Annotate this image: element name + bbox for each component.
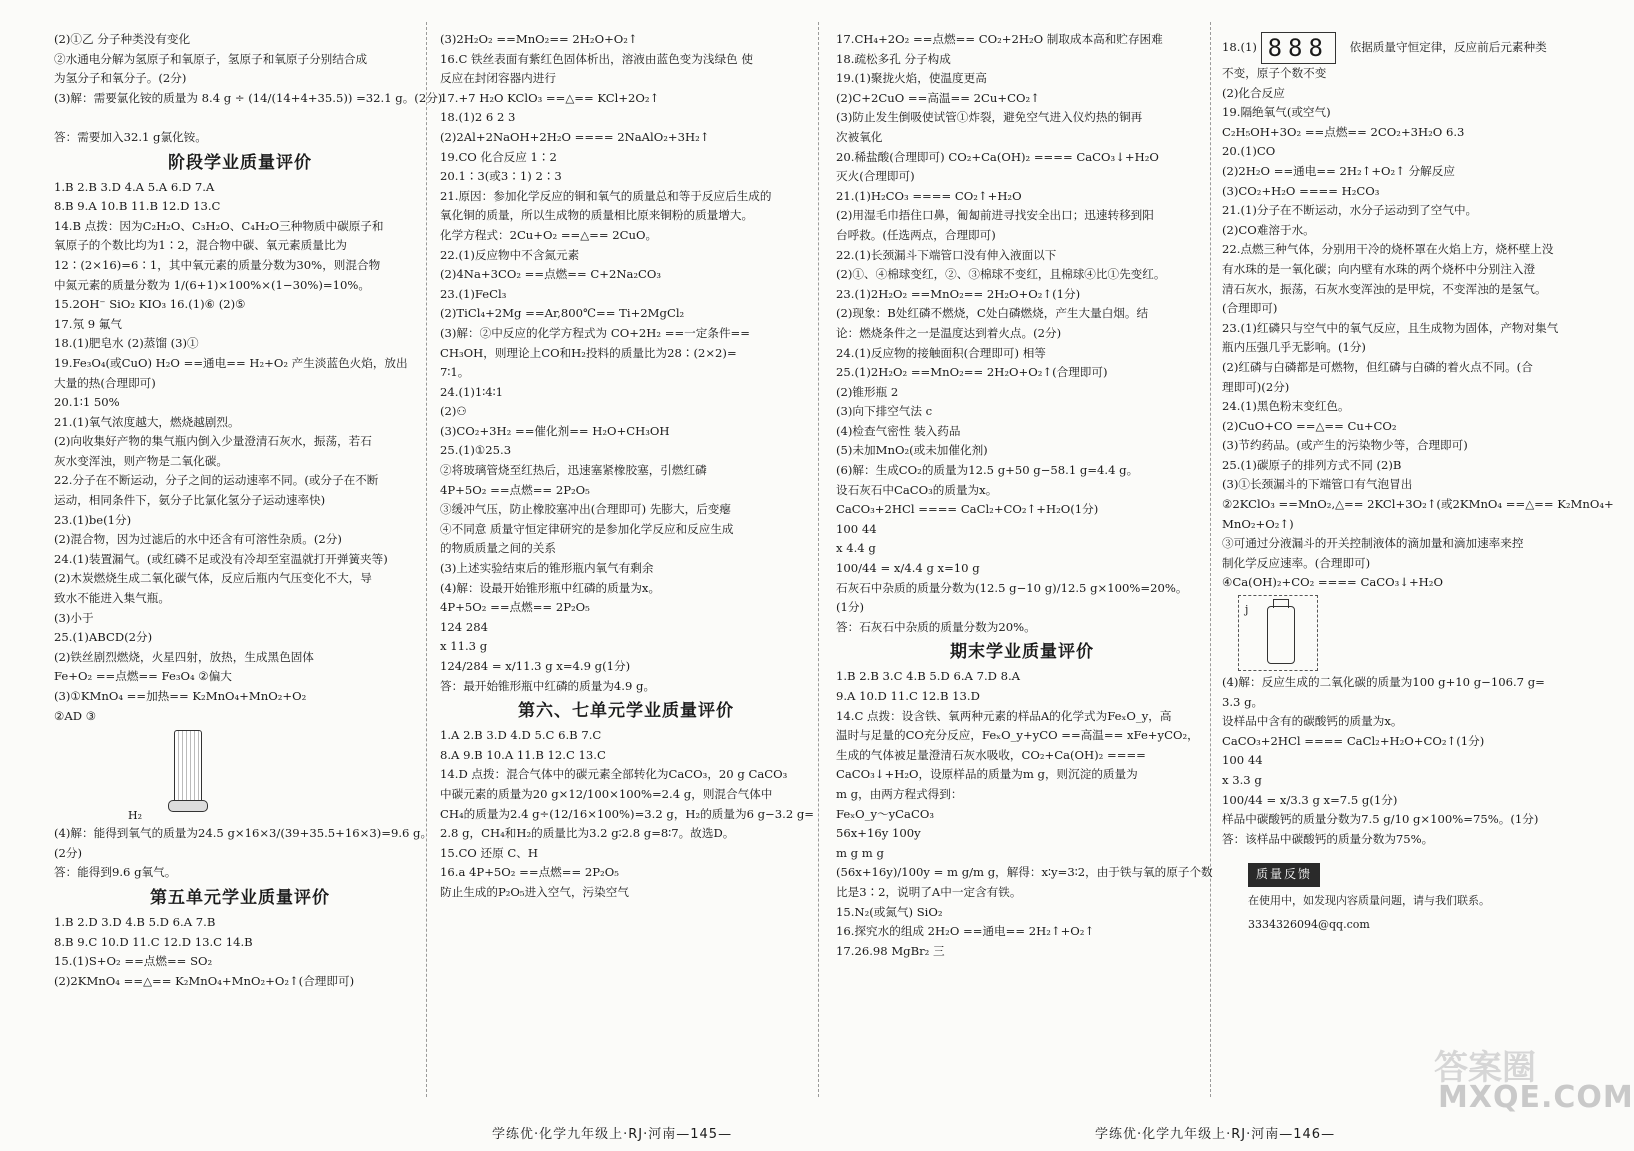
answer-line: 1.B 2.D 3.D 4.B 5.D 6.A 7.B (54, 914, 216, 929)
answer-line: 18.疏松多孔 分子构成 (836, 51, 951, 66)
answer-line: 化学方程式：2Cu+O₂ ==△== 2CuO。 (440, 227, 658, 242)
answer-line: (3)解：②中反应的化学方程式为 CO+2H₂ ==一定条件== (440, 325, 750, 340)
bottle (1267, 606, 1295, 664)
section-title: 阶段学业质量评价 (168, 152, 312, 173)
answer-line: CaCO₃↓+H₂O，设原样品的质量为m g，则沉淀的质量为 (836, 767, 1138, 782)
answer-line: 运动，相同条件下，氨分子比氯化氢分子运动速率快) (54, 493, 326, 508)
answer-line: MnO₂+O₂↑) (1222, 516, 1294, 531)
feedback-email[interactable]: 3334326094@qq.com (1248, 917, 1370, 931)
answer-line: 4P+5O₂ ==点燃== 2P₂O₅ (440, 482, 590, 497)
answer-line: (2)红磷与白磷都是可燃物，但红磷与白磷的着火点不同。(合 (1222, 359, 1533, 374)
answer-line: 100/44 = x/3.3 g x=7.5 g(1分) (1222, 792, 1398, 807)
answer-line: 温时与足量的CO充分反应，FeₓO_y+yCO ==高温== xFe+yCO₂， (836, 728, 1199, 743)
answer-column-4 (1222, 30, 1614, 934)
answer-line: (2分) (54, 845, 83, 860)
answer-line: (3)①KMnO₄ ==加热== K₂MnO₄+MnO₂+O₂ (54, 689, 307, 703)
answer-line: 23.(1)2H₂O₂ ==MnO₂== 2H₂O+O₂↑(1分) (836, 286, 1081, 301)
answer-line: (3)①长颈漏斗的下端管口有气泡冒出 (1222, 477, 1413, 492)
answer-line: 15.2OH⁻ SiO₂ KIO₃ 16.(1)⑥ (2)⑤ (54, 297, 246, 312)
answer-line: 25.(1)ABCD(2分) (54, 630, 153, 645)
answer-line: 不变，原子个数不变 (1222, 66, 1327, 80)
answer-line: 样品中碳酸钙的质量分数为7.5 g/10 g×100%=75%。(1分) (1222, 812, 1539, 827)
answer-line: CaCO₃+2HCl ==== CaCl₂+H₂O+CO₂↑(1分) (1222, 733, 1485, 748)
answer-block (440, 30, 812, 696)
answer-line: (3)解：需要氯化铵的质量为 8.4 g ÷ (14/(14+4+35.5)) =32.1 g。(2分) (54, 90, 443, 105)
answer-line: 22.(1)长颈漏斗下端管口没有伸入液面以下 (836, 247, 1057, 262)
question-18 (1222, 30, 1594, 64)
answer-line: 中碳元素的质量为20 g×12/100×100%=2.4 g，则混合气体中 (440, 786, 773, 801)
answer-line: 56x+16y 100y (836, 826, 921, 841)
answer-line: 24.(1)黑色粉末变红色。 (1222, 399, 1350, 414)
answer-line: (4)解：反应生成的二氧化碳的质量为100 g+10 g−106.7 g= (1222, 675, 1545, 690)
answer-line: (1分) (836, 600, 865, 615)
answer-line: (6)解：生成CO₂的质量为12.5 g+50 g−58.1 g=4.4 g。 (836, 463, 1139, 478)
answer-line: 的物质质量之间的关系 (440, 541, 556, 556)
answer-line: (2)化合反应 (1222, 85, 1285, 100)
answer-line: 灰水变浑浊，则产物是二氧化碳。 (54, 453, 228, 468)
answer-line: 8.A 9.B 10.A 11.B 12.C 13.C (440, 747, 606, 762)
answer-line: FeₓO_y～yCaCO₃ (836, 806, 934, 821)
answer-line: 18.(1)肥皂水 (2)蒸馏 (3)① (54, 336, 199, 351)
answer-line: 22.(1)反应物中不含氮元素 (440, 247, 580, 262)
answer-line: (2)用湿毛巾捂住口鼻，匍匐前进寻找安全出口；迅速转移到阳 (836, 208, 1154, 223)
answer-line: 23.(1)红磷只与空气中的氧气反应，且生成物为固体，产物对集气 (1222, 320, 1559, 335)
answer-line: (4)解：设最开始锥形瓶中红磷的质量为x。 (440, 580, 661, 595)
answer-line: (3)小于 (54, 610, 94, 625)
answer-line: 9.A 10.D 11.C 12.B 13.D (836, 689, 980, 703)
answer-line: (2)TiCl₄+2Mg ==Ar,800℃== Ti+2MgCl₂ (440, 306, 685, 321)
answer-block (54, 824, 433, 883)
answer-line: 124/284 = x/11.3 g x=4.9 g(1分) (440, 659, 631, 673)
answer-line: (3)向下排空气法 c (836, 404, 933, 419)
answer-line: x 3.3 g (1222, 773, 1262, 787)
page-footer-left: 学练优·化学九年级上·RJ·河南—145— (492, 1127, 733, 1142)
answer-line: 25.(1)2H₂O₂ ==MnO₂== 2H₂O+O₂↑(合理即可) (836, 365, 1108, 380)
answer-line: ③缓冲气压，防止橡胶塞冲出(合理即可) 先膨大，后变瘪 (440, 502, 731, 517)
answer-line: 17.26.98 MgBr₂ 三 (836, 943, 945, 958)
answer-line: 24.(1)1∶4∶1 (440, 384, 504, 399)
section-title: 第五单元学业质量评价 (150, 887, 330, 908)
answer-line: 19.Fe₃O₄(或CuO) H₂O ==通电== H₂+O₂ 产生淡蓝色火焰，放出 (54, 355, 408, 370)
answer-line: (4)解：能得到氧气的质量为24.5 g×16×3/(39+35.5+16×3)=9.6 g。 (54, 826, 433, 841)
answer-line: (3)2H₂O₂ ==MnO₂== 2H₂O+O₂↑ (440, 32, 638, 46)
answer-line: 中氮元素的质量分数为 1/(6+1)×100%×(1−30%)=10%。 (54, 277, 370, 292)
answer-line: 生成的气体被足量澄清石灰水吸收，CO₂+Ca(OH)₂ ==== (836, 747, 1146, 762)
apparatus-figure (128, 730, 210, 823)
answer-line: 大量的热(合理即可) (54, 375, 156, 390)
answer-line: 论：燃烧条件之一是温度达到着火点。(2分) (836, 325, 1062, 340)
answer-line: 1.A 2.B 3.D 4.D 5.C 6.B 7.C (440, 728, 602, 743)
answer-line: (2)2KMnO₄ ==△== K₂MnO₄+MnO₂+O₂↑(合理即可) (54, 973, 355, 988)
answer-line: 设石灰石中CaCO₃的质量为x。 (836, 482, 998, 497)
digit-box: 888 (1261, 32, 1336, 64)
answer-line: (2)①、④棉球变红，②、③棉球不变红，且棉球④比①先变红。 (836, 267, 1166, 282)
answer-line: 16.a 4P+5O₂ ==点燃== 2P₂O₅ (440, 865, 619, 880)
answer-line: 24.(1)装置漏气。(或红磷不足或没有冷却至室温就打开弹簧夹等) (54, 551, 388, 566)
answer-line: 7∶1。 (440, 365, 470, 380)
answer-line: 石灰石中杂质的质量分数为(12.5 g−10 g)/12.5 g×100%=20%。 (836, 580, 1188, 595)
answer-line: (4)检查气密性 装入药品 (836, 423, 961, 438)
answer-line: 1.B 2.B 3.D 4.A 5.A 6.D 7.A (54, 179, 215, 194)
answer-line: 19.CO 化合反应 1∶2 (440, 149, 557, 164)
answer-line: (2)CuO+CO ==△== Cu+CO₂ (1222, 418, 1397, 433)
answer-line: 16.C 铁丝表面有紫红色固体析出，溶液由蓝色变为浅绿色 使 (440, 51, 753, 66)
answer-line: 比是3∶2，说明了A中一定含有铁。 (836, 884, 1022, 899)
answer-line: (3)节约药品。(或产生的污染物少等，合理即可) (1222, 438, 1468, 453)
answer-line: CH₄的质量为2.4 g÷(12/16×100%)=3.2 g，H₂的质量为6 g−3.2 g= (440, 806, 815, 821)
answer-line: 答：需要加入32.1 g氯化铵。 (54, 129, 207, 144)
answer-line: 理即可)(2分) (1222, 379, 1290, 394)
answer-line: ②水通电分解为氢原子和氧原子，氢原子和氧原子分别结合成 (54, 51, 368, 66)
answer-line: 23.(1)FeCl₃ (440, 286, 507, 301)
answer-line: 19.(1)聚拢火焰，使温度更高 (836, 71, 987, 86)
answer-line: 14.B 点拨：因为C₂H₂O、C₃H₂O、C₄H₂O三种物质中碳原子和 (54, 218, 384, 233)
answer-line: 14.C 点拨：设含铁、氧两种元素的样品A的化学式为FeₓO_y，高 (836, 708, 1172, 723)
answer-line: 答：该样品中碳酸钙的质量分数为75%。 (1222, 831, 1434, 846)
apparatus-figure (1238, 595, 1318, 671)
answer-line: 有水珠的是一氧化碳；向内壁有水珠的两个烧杯中分别注入澄 (1222, 261, 1536, 276)
answer-line: Fe+O₂ ==点燃== Fe₃O₄ ②偏大 (54, 669, 232, 684)
answer-line: C₂H₅OH+3O₂ ==点燃== 2CO₂+3H₂O 6.3 (1222, 124, 1465, 139)
answer-line: 25.(1)①25.3 (440, 443, 512, 458)
watermark-url: MXQE.COM (1438, 1080, 1634, 1115)
answer-line: ②2KClO₃ ==MnO₂,△== 2KCl+3O₂↑(或2KMnO₄ ==△== K₂MnO₄+ (1222, 497, 1614, 512)
answer-line: 124 284 (440, 619, 488, 634)
answer-line: 16.探究水的组成 2H₂O ==通电== 2H₂↑+O₂↑ (836, 924, 1095, 939)
answer-text: 依据质量守恒定律，反应前后元素种类 (1349, 40, 1547, 54)
answer-block (836, 667, 1213, 961)
answer-block (836, 30, 1208, 637)
answer-line: 次被氧化 (836, 129, 883, 144)
gas-jar (174, 730, 202, 806)
answer-line: ④Ca(OH)₂+CO₂ ==== CaCO₃↓+H₂O (1222, 575, 1443, 590)
answer-line: 氧原子的个数比均为1∶2，混合物中碳、氧元素质量比为 (54, 238, 348, 253)
section-title: 期末学业质量评价 (950, 642, 1094, 663)
answer-line: 瓶内压强几乎无影响。(1分) (1222, 340, 1366, 355)
answer-line: 15.(1)S+O₂ ==点燃== SO₂ (54, 954, 213, 969)
answer-line: 24.(1)反应物的接触面积(合理即可) 相等 (836, 345, 1046, 360)
answer-line: 15.N₂(或氮气) SiO₂ (836, 904, 943, 919)
answer-line: (2)现象：B处红磷不燃烧，C处白磷燃烧，产生大量白烟。结 (836, 306, 1149, 321)
page-footer-right: 学练优·化学九年级上·RJ·河南—146— (1095, 1127, 1336, 1142)
answer-block (440, 726, 815, 902)
answer-line: (3)上述实验结束后的锥形瓶内氧气有剩余 (440, 561, 654, 576)
answer-line: (2)2H₂O ==通电== 2H₂↑+O₂↑ 分解反应 (1222, 163, 1455, 178)
answer-line: 22.点燃三种气体，分别用干冷的烧杯罩在火焰上方，烧杯壁上没 (1222, 242, 1554, 257)
section-title: 第六、七单元学业质量评价 (518, 701, 734, 722)
answer-line: 15.CO 还原 C、H (440, 845, 538, 860)
answer-line: 14.D 点拨：混合气体中的碳元素全部转化为CaCO₃，20 g CaCO₃ (440, 767, 788, 782)
answer-line: 8.B 9.C 10.D 11.C 12.D 13.C 14.B (54, 934, 253, 949)
answer-line: 17.+7 H₂O KClO₃ ==△== KCl+2O₂↑ (440, 90, 660, 105)
answer-line (54, 108, 426, 128)
answer-column-3 (836, 30, 1213, 961)
column-divider (426, 22, 427, 1097)
answer-line: 8.B 9.A 10.B 11.B 12.D 13.C (54, 199, 221, 214)
answer-line: m g m g (836, 845, 884, 860)
answer-line: 20.稀盐酸(合理即可) CO₂+Ca(OH)₂ ==== CaCO₃↓+H₂O (836, 149, 1159, 164)
quality-feedback (1248, 863, 1490, 934)
answer-block (54, 30, 443, 148)
answer-line: (2)向收集好产物的集气瓶内倒入少量澄清石灰水，振荡，若石 (54, 434, 372, 449)
answer-line: (3)防止发生倒吸使试管①炸裂，避免空气进入仪灼热的铜再 (836, 110, 1143, 125)
answer-line: 致水不能进入集气瓶。 (54, 591, 170, 606)
answer-line: 20.(1)CO (1222, 144, 1276, 159)
answer-line: (2)铁丝剧烈燃烧，火星四射，放热，生成黑色固体 (54, 649, 314, 664)
answer-line: (2)CO难溶于水。 (1222, 222, 1315, 237)
answer-line: ②将玻璃管烧至红热后，迅速塞紧橡胶塞，引燃红磷 (440, 463, 707, 478)
answer-line: (3)CO₂+H₂O ==== H₂CO₃ (1222, 183, 1380, 198)
column-divider (818, 22, 819, 1097)
figure-label: H₂ (128, 809, 143, 823)
answer-line: 2.8 g，CH₄和H₂的质量比为3.2 g∶2.8 g=8∶7。故选D。 (440, 826, 735, 841)
answer-line: 23.(1)be(1分) (54, 512, 132, 527)
answer-line: 17.CH₄+2O₂ ==点燃== CO₂+2H₂O 制取成本高和贮存困难 (836, 32, 1163, 46)
answer-line: ④不同意 质量守恒定律研究的是参加化学反应和反应生成 (440, 521, 734, 536)
answer-line: 答：能得到9.6 g氧气。 (54, 865, 177, 880)
answer-line: CH₃OH，则理论上CO和H₂投料的质量比为28∶(2×2)= (440, 345, 737, 360)
answer-line: 20.1∶1 50% (54, 395, 120, 410)
figure-label: j (1245, 603, 1249, 617)
stopper (168, 800, 208, 812)
answer-line: m g，由两方程式得到： (836, 786, 963, 801)
answer-line: ③可通过分液漏斗的开关控制液体的滴加量和滴加速率来控 (1222, 536, 1524, 551)
answer-line: 答：石灰石中杂质的质量分数为20%。 (836, 619, 1036, 634)
answer-line: 21.(1)H₂CO₃ ==== CO₂↑+H₂O (836, 188, 1022, 203)
answer-line: 台呼救。(任选两点，合理即可) (836, 227, 996, 242)
question-number: 18.(1) (1222, 40, 1257, 54)
answer-line: (2)锥形瓶 2 (836, 384, 899, 399)
answer-line: x 11.3 g (440, 639, 488, 654)
column-divider (1210, 22, 1211, 1097)
answer-block (54, 178, 426, 727)
answer-line: 防止生成的P₂O₅进入空气，污染空气 (440, 884, 629, 899)
answer-block (1222, 64, 1614, 593)
answer-line: ②AD ③ (54, 708, 97, 723)
answer-line: 设样品中含有的碳酸钙的质量为x。 (1222, 714, 1403, 729)
answer-line: (56x+16y)/100y = m g/m g，解得：x∶y=3∶2，由于铁与氧的原子个数 (836, 865, 1213, 880)
answer-line: (2)4Na+3CO₂ ==点燃== C+2Na₂CO₃ (440, 267, 662, 282)
answer-line: (2)C+2CuO ==高温== 2Cu+CO₂↑ (836, 90, 1040, 105)
answer-line: (3)CO₂+3H₂ ==催化剂== H₂O+CH₃OH (440, 423, 670, 438)
answer-line: (合理即可) (1222, 301, 1278, 316)
answer-line: 21.(1)分子在不断运动，水分子运动到了空气中。 (1222, 203, 1478, 218)
answer-line: 灭火(合理即可) (836, 169, 915, 184)
answer-line: 20.1∶3(或3∶1) 2∶3 (440, 169, 562, 184)
answer-line: 22.分子在不断运动，分子之间的运动速率不同。(或分子在不断 (54, 473, 379, 488)
answer-line: 17.氖 9 氟气 (54, 316, 122, 331)
answer-line: 25.(1)碳原子的排列方式不同 (2)B (1222, 457, 1402, 472)
answer-line: (5)未加MnO₂(或未加催化剂) (836, 443, 988, 458)
answer-line: 4P+5O₂ ==点燃== 2P₂O₅ (440, 600, 590, 615)
answer-line: 21.(1)氧气浓度越大，燃烧越剧烈。 (54, 414, 240, 429)
answer-line: 12∶(2×16)=6∶1，其中氧元素的质量分数为30%，则混合物 (54, 257, 381, 272)
answer-line: 100 44 (836, 521, 877, 536)
feedback-title: 质量反馈 (1248, 863, 1320, 887)
answer-line: 100/44 = x/4.4 g x=10 g (836, 561, 980, 576)
answer-line: 3.3 g。 (1222, 694, 1264, 709)
answer-line: x 4.4 g (836, 541, 876, 556)
watermark-logo: 答案圈 (1434, 1048, 1536, 1088)
answer-line: 清石灰水，振荡，石灰水变浑浊的是甲烷，不变浑浊的是氢气。 (1222, 281, 1547, 296)
feedback-text: 在使用中，如发现内容质量问题，请与我们联系。 (1248, 893, 1490, 907)
answer-block (1222, 673, 1594, 849)
answer-line: (2)2Al+2NaOH+2H₂O ==== 2NaAlO₂+3H₂↑ (440, 129, 710, 144)
answer-column-2 (440, 30, 815, 903)
answer-line: 19.隔绝氧气(或空气) (1222, 105, 1331, 120)
answer-line: 100 44 (1222, 753, 1263, 768)
answer-line: 反应在封闭容器内进行 (440, 71, 556, 86)
answer-line: (2)①乙 分子种类没有变化 (54, 32, 191, 46)
answer-column-1 (54, 30, 443, 991)
answer-line: 氧化铜的质量，所以生成物的质量相比原来铜粉的质量增大。 (440, 208, 754, 223)
answer-line: 答：最开始锥形瓶中红磷的质量为4.9 g。 (440, 678, 656, 693)
answer-line: 1.B 2.B 3.C 4.B 5.D 6.A 7.D 8.A (836, 669, 1021, 684)
answer-line: 为氢分子和氧分子。(2分) (54, 71, 187, 86)
answer-line: 制化学反应速率。(合理即可) (1222, 555, 1371, 570)
answer-line: 21.原因：参加化学反应的铜和氧气的质量总和等于反应后生成的 (440, 188, 772, 203)
answer-line: CaCO₃+2HCl ==== CaCl₂+CO₂↑+H₂O(1分) (836, 502, 1099, 517)
answer-line: 18.(1)2 6 2 3 (440, 110, 516, 125)
answer-block (54, 913, 426, 991)
answer-line: (2)木炭燃烧生成二氧化碳气体，反应后瓶内气压变化不大，导 (54, 571, 372, 586)
answer-line: (2)混合物，因为过滤后的水中还含有可溶性杂质。(2分) (54, 532, 342, 547)
answer-line: (2)⚇ (440, 404, 467, 419)
